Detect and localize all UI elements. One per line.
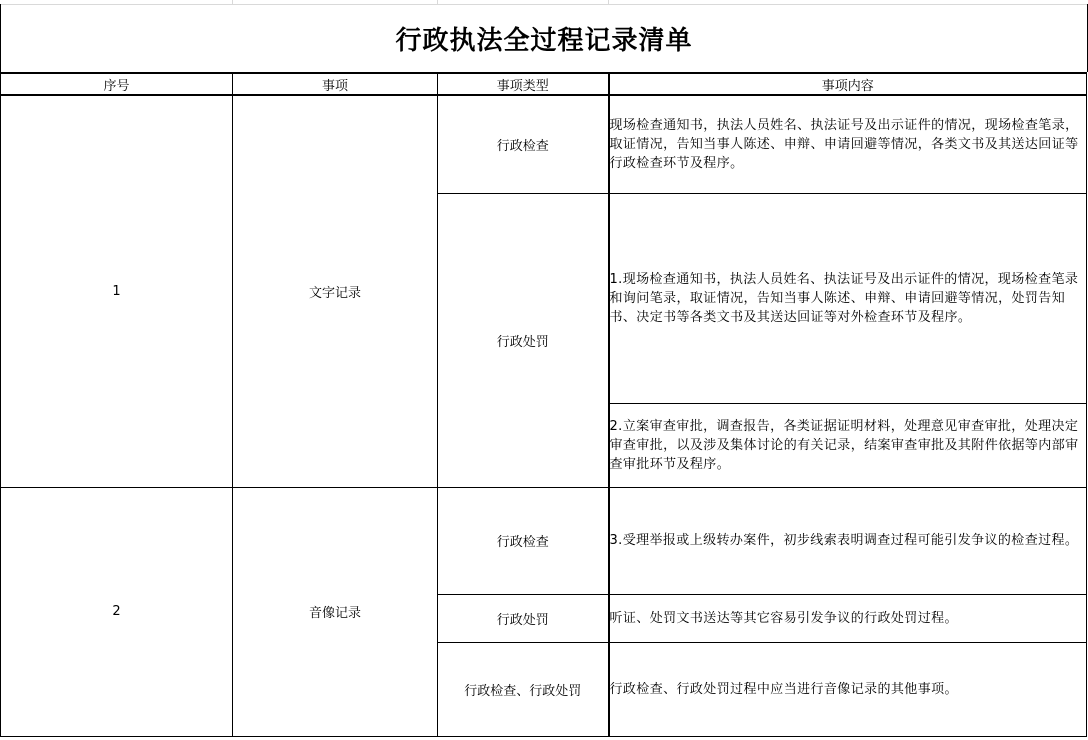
cell-content[interactable]: 1.现场检查通知书，执法人员姓名、执法证号及出示证件的情况，现场检查笔录和询问笔录，取证情况，告知当事人陈述、申辩、申请回避等情况，处罚告知书、决定书等各类文书及其送达回证等对外检查环节及程序。 (609, 193, 1087, 403)
cell-item[interactable]: 音像记录 (233, 487, 438, 736)
cell-seq[interactable]: 1 (1, 95, 233, 487)
cell-type[interactable]: 行政检查、行政处罚 (438, 642, 609, 736)
cell-content[interactable]: 行政检查、行政处罚过程中应当进行音像记录的其他事项。 (609, 642, 1087, 736)
cell-type[interactable]: 行政检查 (438, 487, 609, 594)
cell-type[interactable]: 行政处罚 (438, 193, 609, 487)
table-row (1, 487, 1087, 594)
cell-type[interactable]: 行政处罚 (438, 594, 609, 642)
cell-content[interactable]: 2.立案审查审批，调查报告，各类证据证明材料，处理意见审查审批，处理决定审查审批，以及涉及集体讨论的有关记录，结案审查审批及其附件依据等内部审查审批环节及程序。 (609, 403, 1087, 487)
cell-content[interactable]: 现场检查通知书，执法人员姓名、执法证号及出示证件的情况，现场检查笔录，取证情况，告知当事人陈述、申辩、申请回避等情况，各类文书及其送达回证等行政检查环节及程序。 (609, 95, 1087, 193)
header-content[interactable]: 事项内容 (609, 73, 1087, 95)
header-row (1, 73, 1087, 95)
header-seq[interactable]: 序号 (1, 73, 233, 95)
header-item[interactable]: 事项 (233, 73, 438, 95)
sheet-title[interactable]: 行政执法全过程记录清单 (0, 4, 1088, 72)
cell-content[interactable]: 3.受理举报或上级转办案件，初步线索表明调查过程可能引发争议的检查过程。 (609, 487, 1087, 594)
record-list-table (0, 72, 1087, 737)
header-type[interactable]: 事项类型 (438, 73, 609, 95)
cell-type[interactable]: 行政检查 (438, 95, 609, 193)
table-row (1, 95, 1087, 193)
cell-item[interactable]: 文字记录 (233, 95, 438, 487)
cell-seq[interactable]: 2 (1, 487, 233, 736)
cell-content[interactable]: 听证、处罚文书送达等其它容易引发争议的行政处罚过程。 (609, 594, 1087, 642)
